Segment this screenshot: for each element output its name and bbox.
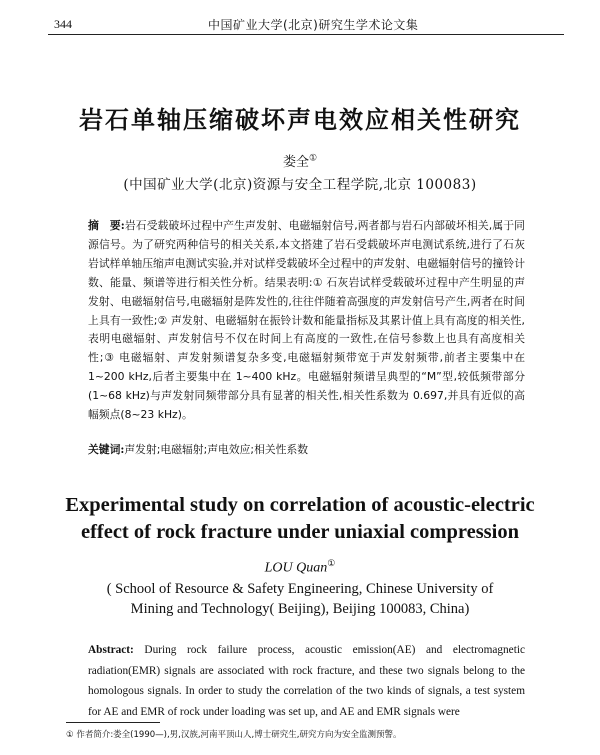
chinese-keywords-label: 关键词: [88, 443, 125, 456]
chinese-abstract [88, 217, 525, 425]
chinese-keywords-text: 声发射;电磁辐射;声电效应;相关性系数 [124, 443, 309, 456]
english-affiliation-line-2: Mining and Technology( Beijing), Beijing 100083, China) [130, 601, 470, 617]
english-title-line-2: effect of rock fracture under uniaxial compression [80, 521, 520, 543]
page-header [48, 14, 564, 35]
chinese-keywords [88, 442, 525, 457]
chinese-affiliation: (中国矿业大学(北京)资源与安全工程学院,北京 100083) [123, 177, 477, 193]
journal-name: 中国矿业大学(北京)研究生学术论文集 [208, 18, 419, 32]
english-author [0, 558, 600, 577]
page-number: 344 [54, 17, 72, 31]
english-abstract [88, 640, 525, 722]
chinese-abstract-text: 岩石受载破坏过程中产生声发射、电磁辐射信号,两者都与岩石内部破坏相关,属于同源信号。为了研究两种信号的相关关系,本文搭建了岩石受载破坏声电测试系统,进行了石灰岩试样单轴压缩声电测试实验,并对试样受载破坏全过程中的声发射、电磁辐射信号的撞铃计数、能量、频谱等进行相关性分析。结果表明:① 石灰岩试样受载破坏过程中产生明显的声发射、电磁辐射信号,电磁辐射是阵发性的,往往伴随着高强度的声发射信号产生,两者在时间上具有一致性;② 声发射、电磁辐射在振铃计数和能量指标及其累计值上具有高度的相关性,表明电磁辐射、声发射信号不仅在时间上有高度的一致性,在信号参数上也具有高度相关性;③ 电磁辐射、声发射频谱复杂多变,电磁辐射频带宽于声发射频带,前者主要集中在 1~200 kHz,后者主要集中在 1~400 kHz。电磁辐射频谱呈典型的“M”型,较低频带部分(1~68 kHz)与声发射同频带部分具有显著的相关性,相关性系数为 0.697,并具有近似的高幅频点(8~23 kHz)。 [88, 219, 525, 422]
chinese-title: 岩石单轴压缩破坏声电效应相关性研究 [79, 105, 521, 134]
chinese-author-name: 娄全 [282, 155, 309, 170]
english-affiliation-line-1: ( School of Resource & Safety Engineering, Chinese University of [106, 581, 494, 597]
chinese-author-footnote-mark: ① [308, 153, 318, 164]
english-author-footnote-mark: ① [327, 558, 336, 568]
english-abstract-text: During rock failure process, acoustic emission(AE) and electromagnetic radiation(EMR) signals are associated with rock fracture, and these two signals belong to the homologous signals. In order to study the correlation of the two kinds of signals, a test system for AE and EMR of rock under loading was set up, and AE and EMR signals were [88, 644, 525, 718]
chinese-abstract-label: 摘 要: [88, 219, 125, 232]
footnote-divider [66, 722, 160, 723]
english-title-line-1: Experimental study on correlation of acoustic-electric [65, 494, 535, 516]
english-title [0, 492, 600, 546]
english-author-name: LOU Quan [264, 560, 328, 576]
english-abstract-label: Abstract: [88, 644, 134, 656]
english-affiliation [0, 579, 600, 619]
chinese-author [0, 151, 600, 170]
author-footnote: ① 作者简介:娄全(1990—),男,汉族,河南平顶山人,博士研究生,研究方向为安全监测预警。 [66, 730, 402, 740]
